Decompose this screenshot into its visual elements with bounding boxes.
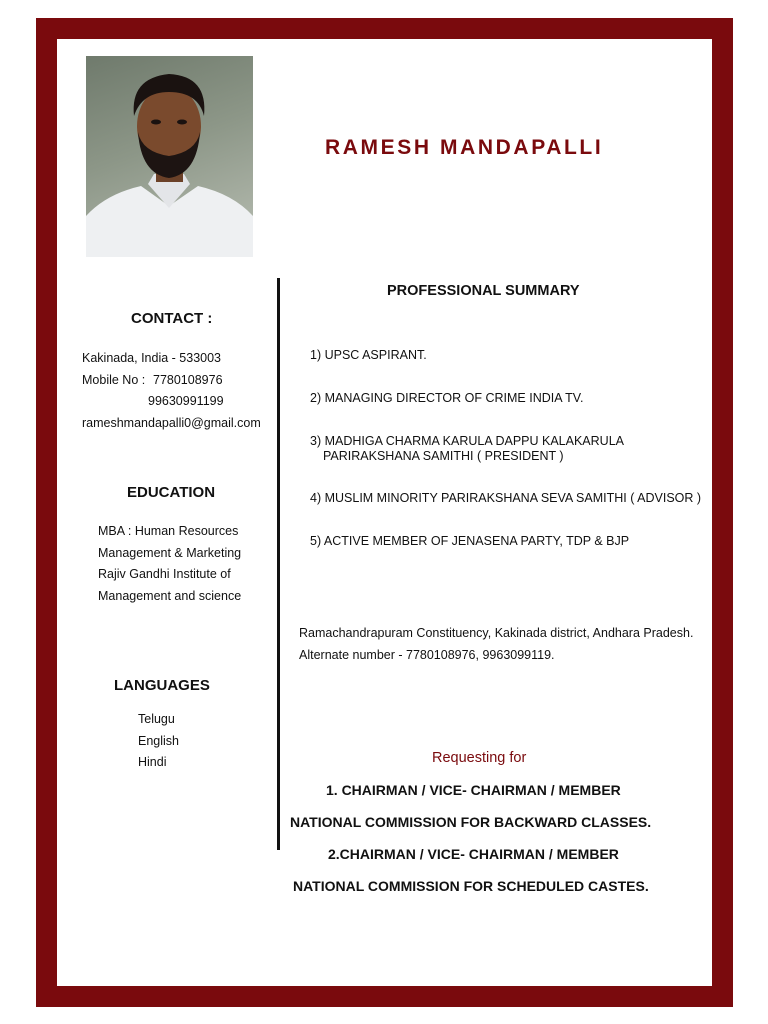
- contact-mobile-label: Mobile No :: [82, 373, 146, 387]
- summary-item: 2) MANAGING DIRECTOR OF CRIME INDIA TV.: [310, 391, 584, 405]
- candidate-name: RAMESH MANDAPALLI: [325, 136, 604, 159]
- education-line: Rajiv Gandhi Institute of: [98, 567, 231, 581]
- languages-list: [138, 709, 179, 774]
- contact-mobile-1: 7780108976: [153, 373, 223, 387]
- education-details: [98, 521, 241, 607]
- education-line: MBA : Human Resources: [98, 524, 239, 538]
- request-line: 2.CHAIRMAN / VICE- CHAIRMAN / MEMBER: [328, 846, 619, 862]
- summary-item-continued: PARIRAKSHANA SAMITHI ( PRESIDENT ): [323, 449, 564, 463]
- alternate-number-line: Alternate number - 7780108976, 9963099119.: [299, 648, 555, 662]
- summary-item: 4) MUSLIM MINORITY PARIRAKSHANA SEVA SAMITHI ( ADVISOR ): [310, 491, 702, 505]
- education-line: Management and science: [98, 588, 242, 603]
- request-line: NATIONAL COMMISSION FOR SCHEDULED CASTES.: [293, 878, 649, 894]
- summary-item: 1) UPSC ASPIRANT.: [310, 348, 427, 362]
- language-item: Telugu: [138, 712, 175, 726]
- portrait-photo: [86, 56, 253, 257]
- request-line: 1. CHAIRMAN / VICE- CHAIRMAN / MEMBER: [326, 782, 621, 798]
- summary-item: 3) MADHIGA CHARMA KARULA DAPPU KALAKARULA: [310, 434, 624, 448]
- languages-heading: LANGUAGES: [114, 677, 210, 694]
- constituency-line: Ramachandrapuram Constituency, Kakinada district, Andhara Pradesh.: [299, 626, 694, 640]
- request-line: NATIONAL COMMISSION FOR BACKWARD CLASSES.: [290, 814, 652, 830]
- education-line: Management & Marketing: [98, 545, 242, 560]
- column-divider: [277, 278, 280, 850]
- language-item: Hindi: [138, 755, 167, 769]
- contact-email: rameshmandapalli0@gmail.com: [82, 416, 261, 430]
- contact-address: Kakinada, India - 533003: [82, 351, 221, 365]
- contact-heading: CONTACT :: [131, 310, 213, 327]
- summary-heading: PROFESSIONAL SUMMARY: [387, 283, 580, 299]
- requesting-label: Requesting for: [432, 750, 527, 766]
- summary-item: 5) ACTIVE MEMBER OF JENASENA PARTY, TDP & BJP: [310, 534, 630, 548]
- contact-mobile-2: 99630991199: [148, 394, 224, 408]
- portrait-icon: [86, 56, 253, 257]
- education-heading: EDUCATION: [127, 484, 216, 501]
- language-item: English: [138, 733, 179, 748]
